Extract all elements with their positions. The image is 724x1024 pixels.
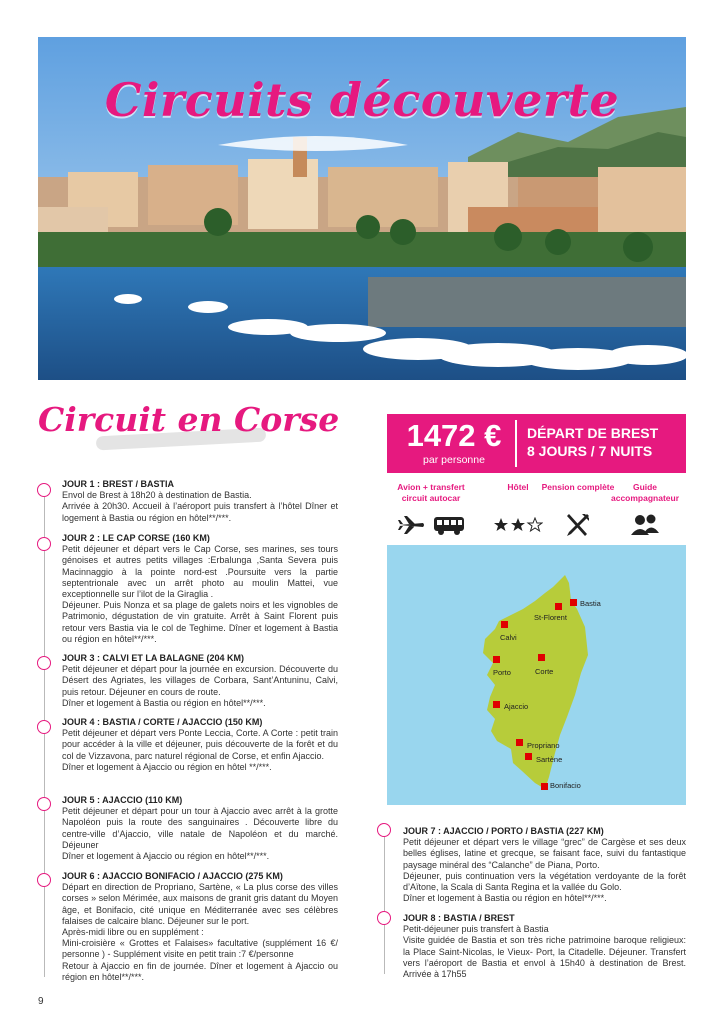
- city-label: St-Florent: [534, 613, 567, 622]
- day-title: JOUR 5 : AJACCIO (110 KM): [62, 795, 183, 805]
- page-number: 9: [38, 996, 44, 1007]
- day-text: Petit-déjeuner puis transfert à Bastia Visite guidée de Bastia et son très riche patrimoine baroque religieux: la Place Saint-Nicolas, le Vieux- Port, la Citadelle. Déjeuner. Transfert vers l’aéroport de Bastia et envol à 15h40 à destination de Brest. Arrivée à 17h55: [403, 924, 686, 980]
- city-label: Ajaccio: [504, 702, 529, 711]
- day-8: [403, 913, 686, 980]
- day-6: [62, 871, 338, 983]
- hero-photo: [38, 37, 686, 380]
- day-text: Petit déjeuner et départ vers Ponte Leccia, Corte. A Corte : petit train pour accéder à la ville et déjeuner, puis découverte de la forêt et du col de Vizzavona, parc naturel régional de Corse, et enfin Ajaccio. Dîner et logement à Ajaccio ou région en hôtel **/***.: [62, 728, 338, 772]
- day-text: Petit déjeuner et départ pour la journée en excursion. Découverte du Désert des Agriates, les villages de Corbara, Sant’Antuninu, Calvi, puis retour. Déjeuner en cours de route. Dîner et logement à Bastia ou région en hôtel**/***.: [62, 664, 338, 708]
- timeline-dot: [37, 656, 51, 670]
- day-title: JOUR 7 : AJACCIO / PORTO / BASTIA (227 KM): [403, 826, 604, 836]
- day-5: [62, 795, 338, 862]
- service-label: Pension complète: [541, 482, 615, 492]
- day-text: Départ en direction de Propriano, Sartène, « La plus corse des villes corses » selon Mérimée, aux maisons de granit gris datant du Moyen âge, et Bonifacio, cité unique en Méditerranée avec ses célèbres falaises de calcaire blanc. Déjeuner sur le port. Après-midi libre ou en supplément : Mini-croisière « Grottes et Falaises» facultative (supplément 16 €/ personne ) - Supplément visite en petit train :7 €/personne Retour à Ajaccio en fin de journée. Dîner et logement à Ajaccio ou région en hôtel**/***.: [62, 882, 338, 982]
- departure-city: DÉPART DE BREST: [527, 425, 659, 441]
- day-text: Petit déjeuner et départ vers le village “grec” de Cargèse et ses deux belles églises, latine et grecque, se faisant face, suivi du fantastique paysage minéral des “Calanche” de Piana, Porto. Déjeuner, puis continuation vers la végétation verdoyante de la forêt d’Aïtone, la Scala di Santa Regina et la vallée du Golo. Dîner et logement à Bastia ou région en hôtel**/***.: [403, 837, 686, 904]
- divider: [515, 420, 517, 467]
- day-title: JOUR 8 : BASTIA / BREST: [403, 913, 515, 923]
- day-7: [403, 826, 686, 904]
- cutlery-icon: [565, 512, 591, 538]
- service-label: Guide accompagnateur: [610, 482, 680, 503]
- day-text: Petit déjeuner et départ pour un tour à Ajaccio avec arrêt à la grotte Napoléon puis la route des sanguinaires . Découverte libre du centre-ville d’Ajaccio, ville natale de Napoléon et du marché. Déjeuner Dîner et logement à Ajaccio ou région en hôtel**/***.: [62, 806, 338, 862]
- service-transport: [391, 482, 471, 538]
- day-text: Petit déjeuner et départ vers le Cap Corse, ses marines, ses tours génoises et autres petits villages :Erbalunga ,Santa Severa puis Macinnaggio à la pointe nord-est .Poursuite vers la partie septentrionale avec un arrêt photo au moulin Mattei, vue exceptionnelle sur l’ilot de la Giraglia . Déjeuner. Puis Nonza et sa plage de galets noirs et les vignobles de Patrimonio, dégustation de vin gratuite. Arrêt à Saint Florent puis retour vers Bastia via le col de Teghime. Dîner et logement à Bastia ou région en hôtel**/***.: [62, 544, 338, 644]
- day-1: [62, 479, 338, 524]
- day-title: JOUR 2 : LE CAP CORSE (160 KM): [62, 533, 210, 543]
- price-box: [387, 414, 686, 473]
- city-label: Sartène: [536, 755, 563, 764]
- trip-duration: 8 JOURS / 7 NUITS: [527, 443, 653, 459]
- day-title: JOUR 6 : AJACCIO BONIFACIO / AJACCIO (275 KM): [62, 871, 283, 881]
- timeline-dot: [37, 873, 51, 887]
- city-label: Calvi: [500, 633, 517, 642]
- plane-icon: [397, 514, 425, 536]
- timeline-dot: [37, 797, 51, 811]
- price-per-person: par personne: [423, 454, 485, 466]
- service-label: Avion + transfert circuit autocar: [397, 482, 465, 503]
- timeline-dot: [377, 823, 391, 837]
- city-label: Bastia: [580, 599, 601, 608]
- price: 1472 €: [406, 418, 502, 453]
- city-label: Propriano: [527, 741, 560, 750]
- day-title: JOUR 3 : CALVI ET LA BALAGNE (204 KM): [62, 653, 245, 663]
- departure-info: [527, 424, 658, 460]
- timeline-dot: [37, 720, 51, 734]
- corsica-map: [387, 545, 686, 805]
- timeline-dot: [37, 483, 51, 497]
- two-star-icon: [493, 517, 543, 533]
- timeline-line: [384, 836, 385, 974]
- service-guide: [605, 482, 685, 538]
- day-text: Envol de Brest à 18h20 à destination de Bastia. Arrivée à 20h30. Accueil à l’aéroport puis transfert à l’hôtel Dîner et logement à Bastia ou région en hôtel**/***.: [62, 490, 338, 523]
- bus-icon: [433, 514, 465, 536]
- city-label: Corte: [535, 667, 554, 676]
- city-label: Bonifacio: [550, 781, 581, 790]
- city-label: Porto: [493, 668, 511, 677]
- hero-title: Circuits découverte: [104, 73, 620, 127]
- day-3: [62, 653, 338, 709]
- day-2: [62, 533, 338, 645]
- people-icon: [630, 513, 660, 537]
- day-title: JOUR 4 : BASTIA / CORTE / AJACCIO (150 KM): [62, 717, 263, 727]
- day-title: JOUR 1 : BREST / BASTIA: [62, 479, 175, 489]
- day-4: [62, 717, 338, 773]
- timeline-dot: [37, 537, 51, 551]
- timeline-dot: [377, 911, 391, 925]
- service-label: Hôtel: [507, 482, 529, 492]
- timeline-line: [44, 497, 45, 977]
- section-title: Circuit en Corse: [38, 400, 340, 439]
